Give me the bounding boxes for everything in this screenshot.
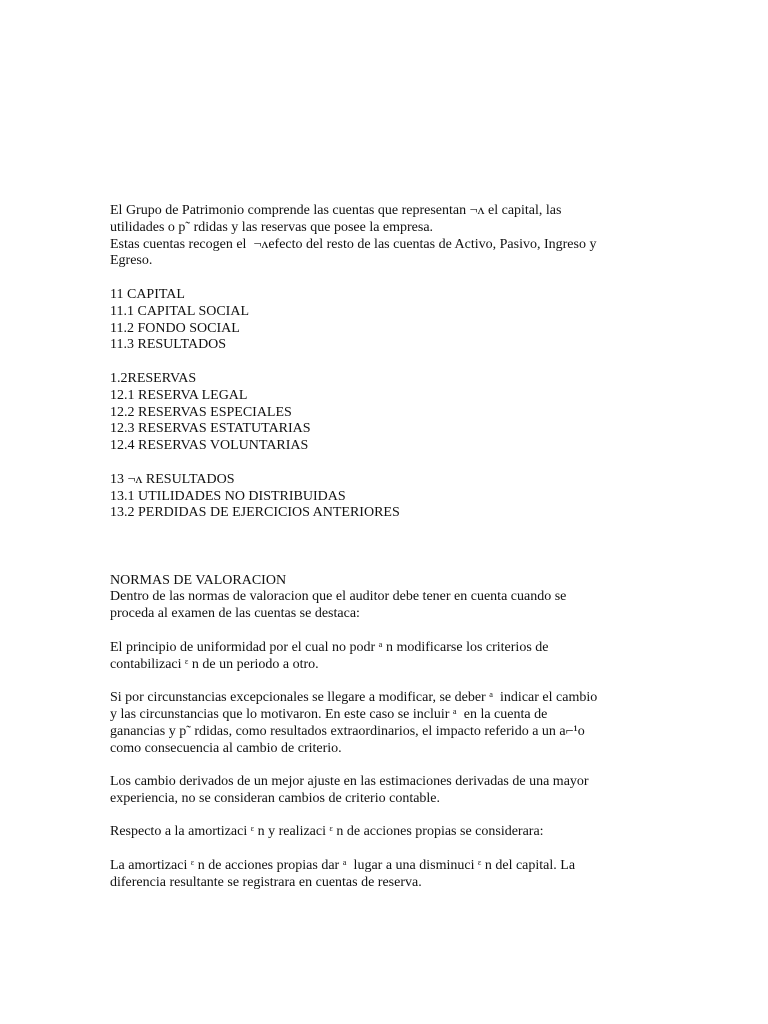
account-item: 11 CAPITAL [110, 286, 185, 302]
text-line: Los cambio derivados de un mejor ajuste en las estimaciones derivadas de una mayor [110, 774, 589, 790]
document-page [110, 203, 655, 892]
section-heading: NORMAS DE VALORACION [110, 572, 287, 588]
text-line: y las circunstancias que lo motivaron. En este caso se incluir ᵃ en la cuenta de [110, 706, 548, 722]
capital-account-list [110, 287, 655, 354]
text-line: Estas cuentas recogen el ¬ʌefecto del resto de las cuentas de Activo, Pasivo, Ingreso y [110, 236, 597, 252]
text-line: Respecto a la amortizaci ᵋ n y realizaci ᵋ n de acciones propias se considerara: [110, 824, 544, 840]
account-item: 11.3 RESULTADOS [110, 337, 227, 353]
account-item: 12.1 RESERVA LEGAL [110, 387, 248, 403]
text-line: contabilizaci ᵋ n de un periodo a otro. [110, 656, 319, 672]
spacer [110, 808, 655, 825]
account-item: 13.2 PERDIDAS DE EJERCICIOS ANTERIORES [110, 505, 400, 521]
intro-paragraph [110, 203, 655, 270]
account-item: 12.3 RESERVAS ESTATUTARIAS [110, 421, 311, 437]
spacer [110, 757, 655, 774]
text-line: proceda al examen de las cuentas se destaca: [110, 606, 360, 622]
uniformidad-paragraph [110, 640, 655, 674]
text-line: Dentro de las normas de valoracion que el auditor debe tener en cuenta cuando se [110, 589, 567, 605]
text-line: como consecuencia al cambio de criterio. [110, 740, 342, 756]
spacer [110, 841, 655, 858]
text-line: experiencia, no se consideran cambios de criterio contable. [110, 790, 441, 806]
text-line: La amortizaci ᵋ n de acciones propias dar ᵃ lugar a una disminuci ᵋ n del capital. La [110, 858, 576, 874]
text-line: utilidades o p˜ rdidas y las reservas que posee la empresa. [110, 219, 434, 235]
account-item: 12.4 RESERVAS VOLUNTARIAS [110, 438, 309, 454]
account-item: 12.2 RESERVAS ESPECIALES [110, 404, 292, 420]
spacer [110, 623, 655, 640]
account-item: 11.1 CAPITAL SOCIAL [110, 303, 250, 319]
text-line: ganancias y p˜ rdidas, como resultados extraordinarios, el impacto referido a un a⌐¹o [110, 723, 585, 739]
account-item: 11.2 FONDO SOCIAL [110, 320, 240, 336]
text-line: Si por circunstancias excepcionales se llegare a modificar, se deber ᵃ indicar el cambio [110, 690, 598, 706]
text-line: Egreso. [110, 253, 153, 269]
text-line: diferencia resultante se registrara en cuentas de reserva. [110, 874, 422, 890]
resultados-account-list [110, 472, 655, 522]
spacer [110, 354, 655, 371]
account-item: 13.1 UTILIDADES NO DISTRIBUIDAS [110, 488, 346, 504]
text-line: El Grupo de Patrimonio comprende las cuentas que representan ¬ʌ el capital, las [110, 203, 562, 218]
circunstancias-paragraph [110, 690, 655, 757]
spacer [110, 522, 655, 572]
normas-section [110, 573, 655, 623]
account-item: 13 ¬ʌ RESULTADOS [110, 471, 235, 487]
spacer [110, 270, 655, 287]
account-item: 1.2RESERVAS [110, 370, 197, 386]
spacer [110, 673, 655, 690]
amortizacion-paragraph [110, 858, 655, 892]
spacer [110, 455, 655, 472]
reservas-account-list [110, 371, 655, 455]
respecto-paragraph [110, 824, 655, 841]
text-line: El principio de uniformidad por el cual no podr ᵃ n modificarse los criterios de [110, 639, 549, 655]
cambios-paragraph [110, 774, 655, 808]
